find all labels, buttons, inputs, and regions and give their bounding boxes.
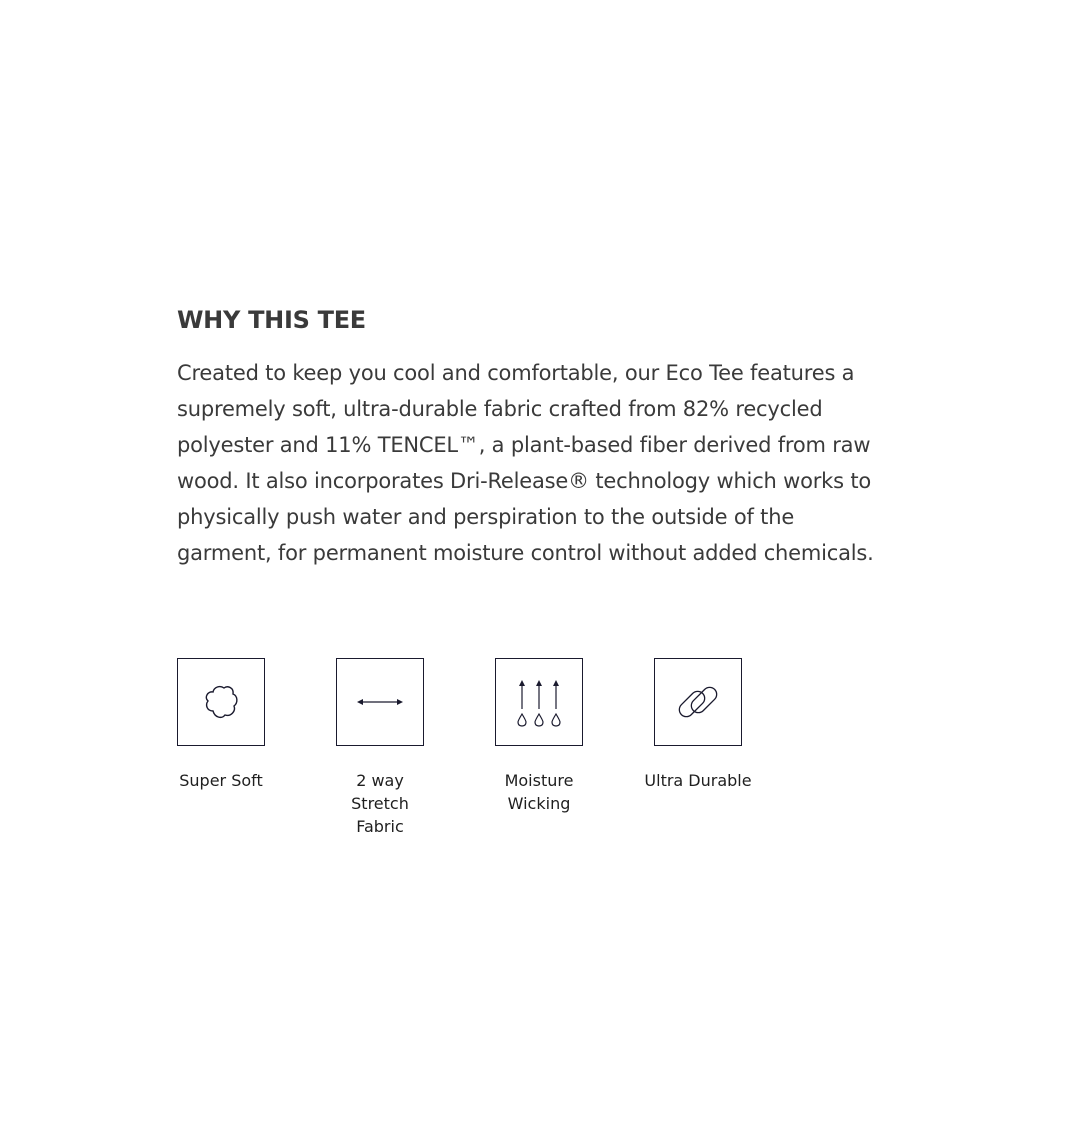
feature-icon-box [177,658,265,746]
feature-icon-box [495,658,583,746]
moisture-wicking-icon [509,672,569,732]
feature-icon-box [654,658,742,746]
feature-label: Super Soft [179,771,263,790]
double-arrow-icon [350,687,410,717]
feature-label: 2 way Stretch Fabric [351,771,409,836]
feature-list [177,658,752,838]
why-this-tee-section [177,303,877,571]
cloud-icon [191,672,251,732]
feature-icon-box [336,658,424,746]
feature-two-way-stretch [336,658,424,838]
section-description: Created to keep you cool and comfortable, our Eco Tee features a supremely soft, ultra-durable fabric crafted from 82% recycled polyester and 11% TENCEL™, a plant-based fiber derived from raw wood. It also incorporates Dri-Release® technology which works to physically push water and perspiration to the outside of the garment, for permanent moisture control without added chemicals. [177,361,874,565]
feature-moisture-wicking [495,658,583,838]
section-heading: WHY THIS TEE [177,306,366,334]
feature-label: Ultra Durable [644,771,752,790]
feature-label: Moisture Wicking [504,771,574,813]
feature-super-soft [177,658,265,838]
feature-ultra-durable [644,658,752,838]
chain-link-icon [668,672,728,732]
